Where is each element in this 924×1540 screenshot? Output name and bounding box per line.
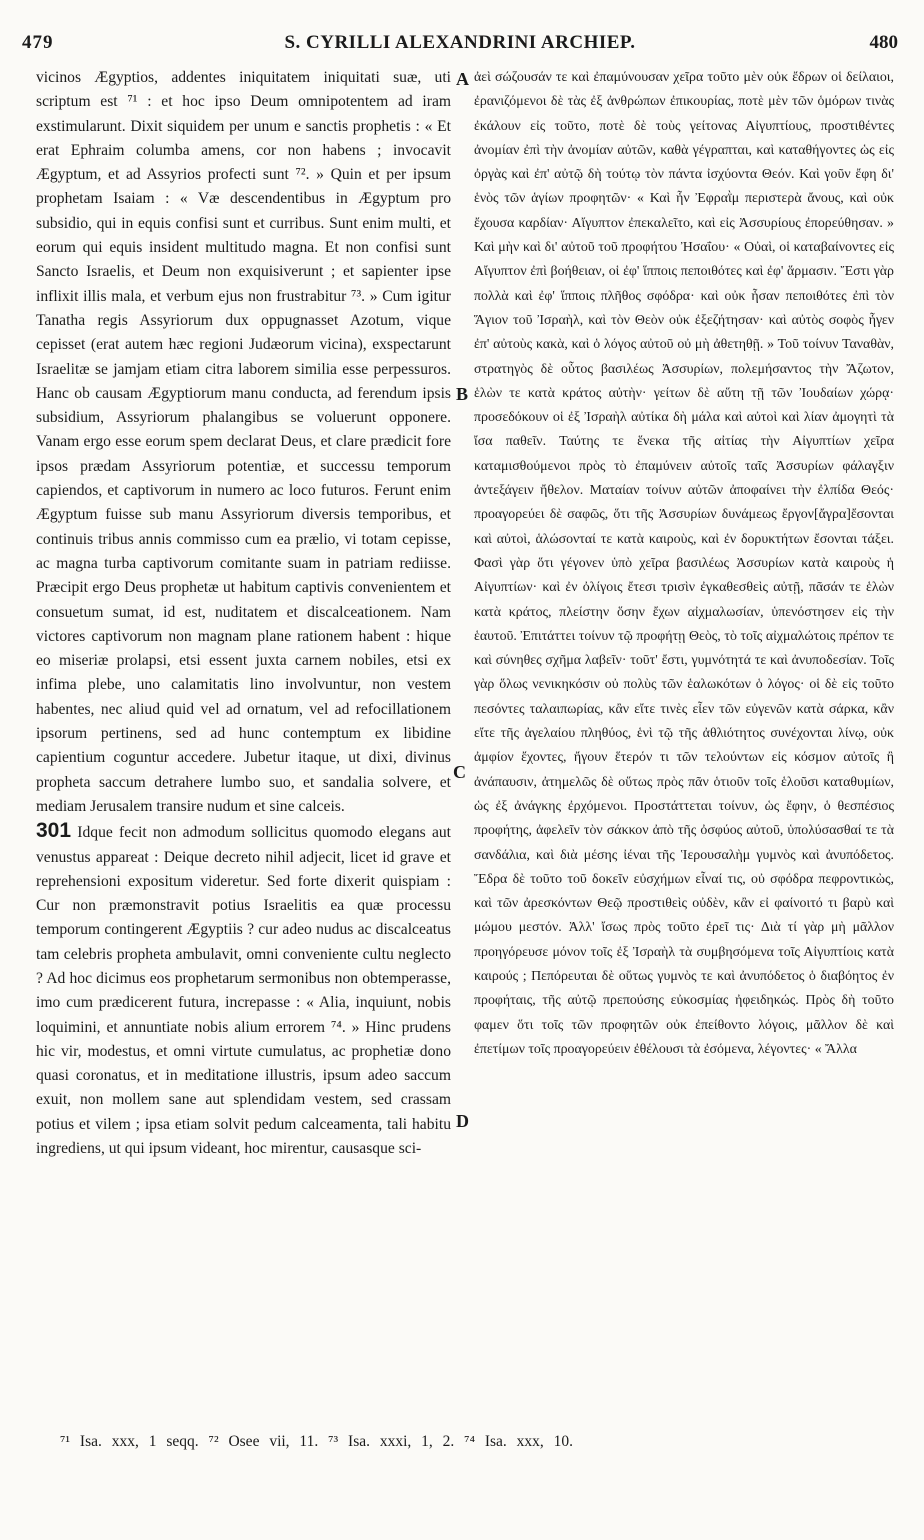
greek-column <box>474 66 894 1436</box>
footnotes: ⁷¹ Isa. xxx, 1 seqq. ⁷² Osee vii, 11. ⁷³ Isa. xxxi, 1, 2. ⁷⁴ Isa. xxx, 10. <box>60 1433 574 1450</box>
running-title: S. CYRILLI ALEXANDRINI ARCHIEP. <box>284 32 636 53</box>
margin-marker-c: C <box>453 762 466 782</box>
latin-paragraph-2 <box>36 819 451 1161</box>
margin-marker-d: D <box>456 1111 469 1131</box>
latin-paragraph-1: vicinos Ægyptios, addentes iniquitatem iniquitati suæ, uti scriptum est ⁷¹ : et hoc ipso Deum omnipotentem ad iram exstimularunt. Dixit siquidem per unum e sanctis prophetis : « Et erat Ephraim columba amens, cor non habens ; invocavit Ægyptum, et ad Assyrios profecti sunt ⁷². » Quin et per ipsum prophetam Isaiam : « Væ descendentibus in Ægyptum pro subsidio, qui in equis confisi sunt et curribus. Sunt enim multi, et eorum qui equis insident multitudo magna. Et non confisi sunt Sancto Israelis, et Deum non exquisiverunt ; et sapienter ipse inflixit illis mala, et verbum ejus non frustrabitur ⁷³. » Cum igitur Tanatha regis Assyriorum dux oppugnasset Azotum, vique cepisset (erat autem hæc regioni Judæorum vicina), exspectarunt Israelitæ se jamjam etiam citra laborem similia esse perpessuros. Hanc ob causam Ægyptiorum manu conducta, ad ferendum ipsis subsidium, Assyriorum phalangibus se voluerunt opponere. Vanam ergo esse eorum spem declarat Deus, et clare prædicit fore ipsos prædam Assyriorum potentiæ, et successu temporum capiendos, et captivorum in numero ac loco futuros. Ferunt enim Ægyptum fuisse sub manu Assyriorum diversis temporibus, et continuis tribus annis commisso cum ea prælio, vi totam cepisse, ac magna turba captivorum comitante suam in patriam rediisse. Præcipit ergo Deus prophetæ ut habitum captivis convenientem et consuetum sumat, id est, nuditatem et discalceationem. Nam victores captivorum non magnam plane rationem habent : hique eo miseriæ prolapsi, etsi essent juxta carnem nobiles, etsi ex infima plebe, uno calamitatis lino involvuntur, non vestem habentes, nec aliud quid vel ad ornatum, vel ad refocillationem ipsorum pertinens, sed ad hunc contemptum ex libidine capientium coguntur accedere. Jubetur itaque, ut dixi, divinus propheta saccum detrahere lumbo suo, et sandalia solvere, et mediam Jerusalem transire nudum et sine calceis. <box>36 69 451 815</box>
page-header <box>22 26 898 56</box>
margin-marker-a: A <box>456 69 469 89</box>
section-number: 301 <box>36 819 72 843</box>
latin-paragraph-2-text: Idque fecit non admodum sollicitus quomodo elegans aut venustus appareat : Deique decreto nihil adjecit, licet id grave et reprehensioni expositum videretur. Sed forte dixerit quispiam : Cur non præmonstravit potius Israelitis ea quæ processu temporum contingerent Ægyptiis ? cur adeo nudus ac discalceatus tam celebris propheta ambulavit, omni conveniente cultu neglecto ? Ad hoc dicimus eos prophetarum sermonibus non obtemperasse, imo cum prædicerent futura, increpasse : « Alia, inquiunt, nobis loquimini, et annuntiate nobis alium errorem ⁷⁴. » Hinc prudens hic vir, modestus, et omni virtute cumulatus, ac prophetiæ dono quasi coronatus, et in meditatione illustris, ipsum adeo saccum exuit, non mollem sane aut splendidam vestem, sed crassam potius et vilem ; ipsa etiam solvit pedum calceamenta, tali habitu ingrediens, ut qui ipsum videant, hoc mirentur, causasque sci- <box>36 824 451 1158</box>
margin-marker-b: B <box>456 384 469 404</box>
page-number-left: 479 <box>22 32 54 53</box>
greek-paragraph: ἀεὶ σώζουσάν τε καὶ ἐπαμύνουσαν χεῖρα τοῦτο μὲν οὐκ ἔδρων οἱ δείλαιοι, ἐρανιζόμενοι δὲ τὰς ἐξ ἀνθρώπων ἐπικουρίας, ποτὲ μὲν τῶν ὁμόρων τινὰς ἐκάλουν εἰς τοῦτο, ποτὲ δὲ τοὺς γείτονας Αἰγυπτίους, προστιθέντες ἀνομίαν ἐπὶ τὴν ἀνομίαν αὐτῶν, καθὰ γέγραπται, καὶ καταθήγοντες ὡς εἰς ὀργὰς καὶ ἐπ' αὐτῷ δὴ τούτῳ τὸν πάντα ἰσχύοντα Θεόν. Καὶ γοῦν ἔφη δι' ἑνὸς τῶν ἁγίων προφητῶν· « Καὶ ἦν Ἐφραῒμ περιστερὰ ἄνους, καὶ οὐκ ἔχουσα καρδίαν· Αἴγυπτον ἐπεκαλεῖτο, καὶ εἰς Ἀσσυρίους ἐπορεύθησαν. » Καὶ μὴν καὶ δι' αὐτοῦ τοῦ προφήτου Ἠσαΐου· « Οὐαὶ, οἱ καταβαίνοντες εἰς Αἴγυπτον ἐπὶ βοήθειαν, οἱ ἐφ' ἵπποις πεποιθότες καὶ ἐφ' ἅρμασιν. Ἔστι γὰρ πολλὰ καὶ ἐφ' ἵπποις πλῆθος σφόδρα· καὶ οὐκ ἦσαν πεποιθότες ἐπὶ τὸν Ἅγιον τοῦ Ἰσραὴλ, καὶ τὸν Θεὸν οὐκ ἐξεζήτησαν· καὶ αὐτὸς σοφὸς ἦγεν ἐπ' αὐτοὺς κακὰ, καὶ ὁ λόγος αὐτοῦ οὐ μὴ ἀθετηθῇ. » Τοῦ τοίνυν Ταναθὰν, στρατηγὸς δὲ οὗτος βασιλέως Ἀσσυρίων, πολεμήσαντος τὴν Ἄζωτον, ἑλὼν τε κατὰ κράτος αὐτὴν· γείτων δὲ αὕτη τῇ τῶν Ἰουδαίων χώρᾳ· προσεδόκουν οἱ ἐξ Ἰσραὴλ αὐτίκα δὴ μάλα καὶ αὐτοὶ καὶ λίαν ἀμογητὶ τὰ ἴσα παθεῖν. Ταύτης τε ἕνεκα τῆς αἰτίας τὴν Αἰγυπτίων χεῖρα καταμισθούμενοι πρὸς τὸ ἐπαμύνειν αὐτοῖς ταῖς Ἀσσυρίων φάλαγξιν ἀντεξάγειν ἤθελον. Ματαίαν τοίνυν αὐτῶν ἀποφαίνει τὴν ἐλπίδα Θεός· προαγορεύει δὲ σαφῶς, ὅτι τῆς Ἀσσυρίων δυνάμεως ἔργον[ἄγρα]ἔσονται καὶ αὐτοὶ, ἁλώσονταί τε κατὰ καιροὺς, καὶ ἐν δορυκτήτων ἔσονται τάξει. Φασὶ γὰρ ὅτι γέγονεν ὑπὸ χεῖρα βασιλέως Ἀσσυρίων κατὰ καιροὺς ἡ Αἰγυπτίων· καὶ ἐν ὀλίγοις ἔτεσι τρισὶν ἐγκαθεσθεὶς αὐτῇ, πᾶσάν τε ἑλὼν κατὰ κράτος, πλείστην ὅσην ἔχων αἰχμαλωσίαν, ὑπενόστησεν εἰς τὴν ἑαυτοῦ. Ἐπιτάττει τοίνυν τῷ προφήτῃ Θεὸς, τὸ τοῖς αἰχμαλώτοις πρέπον τε καὶ σύνηθες σχῆμα λαβεῖν· τοῦτ' ἔστι, γυμνότητά τε καὶ ἀνυποδεσίαν. Τοῖς γὰρ ὅλως νενικηκόσιν οὐ πολὺς τῶν ἑαλωκότων ὁ λόγος· οἱ δὲ εἰς τοῦτο πεσόντες ταλαιπωρίας, κἂν εἴτε τινὲς εἶεν τῶν εὐγενῶν κατὰ σάρκα, κἂν εἴτε τῆς ἀγελαίου πληθύος, ἑνὶ τῷ τῆς ἀθλιότητος συνέχονται λίνῳ, οὐκ ἀμφίον ἔχοντες, ἤγουν ἕτερόν τι τῶν τελούντων εἰς κόσμον αὐτοῖς ἢ ἀνάπαυσιν, ἀτημελῶς δὲ οὕτως πρὸς πᾶν ὁτιοῦν τοῖς ἑλοῦσι καταθυμίων, ὡς ἐξ ἀνάγκης ἐρχόμενοι. Προστάττεται τοίνυν, ὡς ἔφην, ὁ θεσπέσιος προφήτης, ἀφελεῖν τὸν σάκκον ἀπὸ τῆς ὀσφύος αὐτοῦ, ὑπολύσασθαί τε τὰ σανδάλια, καὶ διὰ μέσης ἰέναι τῆς Ἱερουσαλὴμ γυμνὸς καὶ ἀνυπόδετος. Ἔδρα δὲ τοῦτο τοῦ δοκεῖν εὐσχήμων εἶναί τις, οὐ σφόδρα πεφροντικὼς, καὶ τῶν ἀρεσκόντων Θεῷ προστιθεὶς οὐδὲν, κἂν εἰ φαίνοιτό τι βαρὺ καὶ μώμου μεστόν. Ἀλλ' ἴσως πρὸς τοῦτο ἐρεῖ τις· Διὰ τί γὰρ μὴ μᾶλλον προηγόρευσε μόνον τοῖς ἐξ Ἰσραὴλ τὰ συμβησόμενα τοῖς Αἰγυπτίοις κατὰ καιρούς ; Πεπόρευται δὲ οὕτως γυμνὸς τε καὶ ἀνυπόδετος ὁ διαβόητος ἐν προφήταις, τῆς αὐτῷ πρεπούσης εὐκοσμίας ἠφειδηκώς. Πρὸς δὴ τοῦτο φαμεν ὅτι τοῖς τῶν προφητῶν οὐκ ἐπείθοντο λόγοις, μᾶλλον δὲ καὶ ἐπετίμων τοῖς προαγορεύειν ἐθέλουσι τὰ ἐσόμενα, λέγοντες· « Ἄλλα <box>474 70 894 1057</box>
latin-column <box>36 66 451 1436</box>
page-number-right: 480 <box>869 32 898 53</box>
